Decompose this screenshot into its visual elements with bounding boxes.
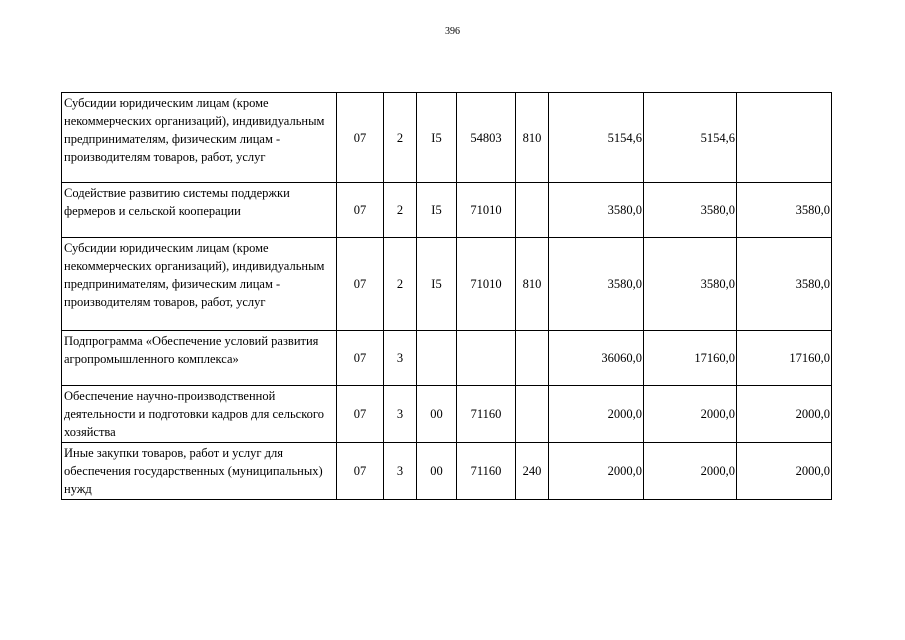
row-name: Иные закупки товаров, работ и услуг для обеспечения государственных (муниципальных) нужд bbox=[62, 443, 337, 500]
main-code: I5 bbox=[417, 93, 457, 183]
direction-code: 71160 bbox=[457, 386, 516, 443]
main-code: 00 bbox=[417, 386, 457, 443]
subsection-code: 3 bbox=[384, 386, 417, 443]
expense-type-code bbox=[516, 183, 549, 238]
direction-code bbox=[457, 331, 516, 386]
value-year-3: 3580,0 bbox=[737, 183, 832, 238]
value-year-2: 3580,0 bbox=[644, 183, 737, 238]
table-row bbox=[62, 93, 832, 183]
value-year-2: 17160,0 bbox=[644, 331, 737, 386]
table-row bbox=[62, 238, 832, 331]
subsection-code: 2 bbox=[384, 93, 417, 183]
table-row bbox=[62, 331, 832, 386]
section-code: 07 bbox=[337, 183, 384, 238]
section-code: 07 bbox=[337, 386, 384, 443]
table-row bbox=[62, 443, 832, 500]
section-code: 07 bbox=[337, 331, 384, 386]
direction-code: 71160 bbox=[457, 443, 516, 500]
value-year-2: 2000,0 bbox=[644, 386, 737, 443]
direction-code: 71010 bbox=[457, 238, 516, 331]
expense-type-code bbox=[516, 386, 549, 443]
section-code: 07 bbox=[337, 443, 384, 500]
expense-type-code: 810 bbox=[516, 238, 549, 331]
subsection-code: 3 bbox=[384, 331, 417, 386]
table-row bbox=[62, 386, 832, 443]
main-code bbox=[417, 331, 457, 386]
row-name: Субсидии юридическим лицам (кроме некоммерческих организаций), индивидуальным предпринимателям, физическим лицам - производителям товаров, работ, услуг bbox=[62, 93, 337, 183]
value-year-1: 2000,0 bbox=[549, 386, 644, 443]
value-year-2: 5154,6 bbox=[644, 93, 737, 183]
page-number: 396 bbox=[445, 26, 460, 37]
value-year-3: 2000,0 bbox=[737, 443, 832, 500]
section-code: 07 bbox=[337, 93, 384, 183]
value-year-1: 3580,0 bbox=[549, 183, 644, 238]
value-year-1: 3580,0 bbox=[549, 238, 644, 331]
subsection-code: 3 bbox=[384, 443, 417, 500]
main-code: 00 bbox=[417, 443, 457, 500]
main-code: I5 bbox=[417, 238, 457, 331]
subsection-code: 2 bbox=[384, 183, 417, 238]
row-name: Обеспечение научно-производственной деятельности и подготовки кадров для сельского хозяйства bbox=[62, 386, 337, 443]
direction-code: 54803 bbox=[457, 93, 516, 183]
value-year-2: 3580,0 bbox=[644, 238, 737, 331]
value-year-3: 3580,0 bbox=[737, 238, 832, 331]
section-code: 07 bbox=[337, 238, 384, 331]
direction-code: 71010 bbox=[457, 183, 516, 238]
table-row bbox=[62, 183, 832, 238]
value-year-1: 5154,6 bbox=[549, 93, 644, 183]
budget-table bbox=[61, 92, 832, 500]
value-year-3 bbox=[737, 93, 832, 183]
main-code: I5 bbox=[417, 183, 457, 238]
value-year-3: 2000,0 bbox=[737, 386, 832, 443]
expense-type-code: 810 bbox=[516, 93, 549, 183]
row-name: Содействие развитию системы поддержки фермеров и сельской кооперации bbox=[62, 183, 337, 238]
value-year-1: 2000,0 bbox=[549, 443, 644, 500]
value-year-3: 17160,0 bbox=[737, 331, 832, 386]
value-year-1: 36060,0 bbox=[549, 331, 644, 386]
subsection-code: 2 bbox=[384, 238, 417, 331]
value-year-2: 2000,0 bbox=[644, 443, 737, 500]
row-name: Субсидии юридическим лицам (кроме некоммерческих организаций), индивидуальным предпринимателям, физическим лицам - производителям товаров, работ, услуг bbox=[62, 238, 337, 331]
row-name: Подпрограмма «Обеспечение условий развития агропромышленного комплекса» bbox=[62, 331, 337, 386]
expense-type-code: 240 bbox=[516, 443, 549, 500]
expense-type-code bbox=[516, 331, 549, 386]
